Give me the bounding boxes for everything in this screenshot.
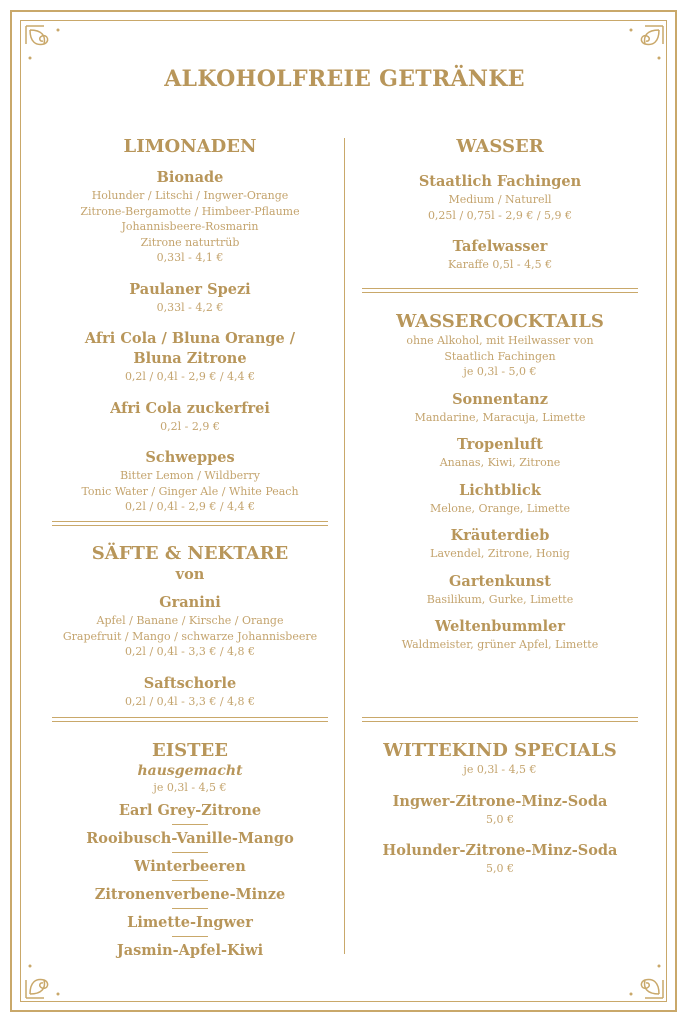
section-heading: SÄFTE & NEKTARE bbox=[91, 543, 289, 564]
item-detail: Zitrone-Bergamotte / Himbeer-Pflaume bbox=[80, 204, 300, 218]
eistee-item: Zitronenverbene-Minze bbox=[94, 885, 286, 903]
section-heading: WASSERCOCKTAILS bbox=[396, 311, 604, 332]
eistee-item: Winterbeeren bbox=[134, 857, 246, 875]
item-name: Sonnentanz bbox=[452, 390, 548, 408]
item-name: Tafelwasser bbox=[452, 238, 548, 255]
item-detail: Lavendel, Zitrone, Honig bbox=[430, 547, 570, 560]
eistee-item: Limette-Ingwer bbox=[127, 913, 253, 931]
menu-title: ALKOHOLFREIE GETRÄNKE bbox=[164, 66, 525, 92]
item-detail: Waldmeister, grüner Apfel, Limette bbox=[401, 638, 599, 651]
item-price: 0,2l - 2,9 € bbox=[160, 419, 220, 433]
item-price: 0,33l - 4,1 € bbox=[156, 251, 224, 264]
section-specials bbox=[362, 740, 638, 877]
section-limonaden bbox=[52, 136, 328, 515]
column-divider bbox=[344, 138, 345, 954]
item-name: Staatlich Fachingen bbox=[418, 173, 582, 190]
section-divider bbox=[52, 521, 328, 526]
section-wassercocktails bbox=[362, 311, 638, 653]
item-separator bbox=[172, 824, 208, 825]
item-name: Ingwer-Zitrone-Minz-Soda bbox=[392, 792, 608, 810]
item-detail: Mandarine, Maracuja, Limette bbox=[414, 410, 586, 424]
item-name: Afri Cola zuckerfrei bbox=[110, 399, 270, 417]
section-heading: WASSER bbox=[456, 136, 544, 157]
item-name: Weltenbummler bbox=[434, 618, 566, 635]
section-heading: LIMONADEN bbox=[123, 136, 257, 157]
item-price: 0,2l / 0,4l - 3,3 € / 4,8 € bbox=[124, 645, 256, 658]
item-price: 0,2l / 0,4l - 2,9 € / 4,4 € bbox=[124, 370, 256, 383]
section-divider bbox=[52, 717, 328, 722]
item-price: 5,0 € bbox=[486, 862, 514, 875]
item-price: 0,2l / 0,4l - 2,9 € / 4,4 € bbox=[124, 500, 256, 513]
section-price: je 0,3l - 5,0 € bbox=[463, 365, 537, 378]
section-divider bbox=[362, 288, 638, 293]
eistee-item: Rooibusch-Vanille-Mango bbox=[86, 829, 294, 847]
section-subheading: von bbox=[175, 566, 205, 583]
item-name: Tropenluft bbox=[457, 436, 543, 453]
item-detail: Tonic Water / Ginger Ale / White Peach bbox=[81, 484, 299, 498]
item-detail: Basilikum, Gurke, Limette bbox=[426, 592, 574, 606]
item-price: 0,2l / 0,4l - 3,3 € / 4,8 € bbox=[124, 694, 256, 708]
item-separator bbox=[172, 908, 208, 909]
section-subheading: hausgemacht bbox=[137, 763, 243, 779]
item-detail: Johannisbeere-Rosmarin bbox=[121, 220, 259, 233]
item-name: Paulaner Spezi bbox=[129, 280, 251, 298]
item-name: Saftschorle bbox=[143, 674, 237, 692]
item-price: 0,25l / 0,75l - 2,9 € / 5,9 € bbox=[427, 208, 573, 222]
item-detail: Ananas, Kiwi, Zitrone bbox=[439, 456, 561, 469]
item-name: Granini bbox=[159, 594, 221, 611]
eistee-item: Jasmin-Apfel-Kiwi bbox=[116, 941, 264, 959]
eistee-item: Earl Grey-Zitrone bbox=[118, 801, 262, 819]
item-price: 5,0 € bbox=[486, 812, 514, 826]
item-separator bbox=[172, 880, 208, 881]
item-price: 0,33l - 4,2 € bbox=[156, 300, 224, 314]
section-divider bbox=[362, 717, 638, 722]
item-detail: Holunder / Litschi / Ingwer-Orange bbox=[91, 189, 289, 202]
section-intro: ohne Alkohol, mit Heilwasser von bbox=[406, 334, 594, 347]
item-separator bbox=[172, 852, 208, 853]
item-detail: Medium / Naturell bbox=[448, 193, 552, 206]
section-price: je 0,3l - 4,5 € bbox=[463, 763, 537, 776]
section-heading: WITTEKIND SPECIALS bbox=[383, 740, 617, 761]
item-name: Holunder-Zitrone-Minz-Soda bbox=[382, 842, 618, 859]
item-name: Kräuterdieb bbox=[450, 527, 550, 544]
item-detail: Zitrone naturtrüb bbox=[140, 235, 240, 249]
item-detail: Melone, Orange, Limette bbox=[429, 501, 571, 515]
item-name: Bionade bbox=[156, 169, 224, 186]
section-price: je 0,3l - 4,5 € bbox=[153, 781, 227, 794]
item-name: Afri Cola / Bluna Orange / bbox=[84, 330, 296, 347]
left-column bbox=[52, 0, 328, 1024]
item-detail: Grapefruit / Mango / schwarze Johannisbeere bbox=[62, 629, 318, 643]
item-name: Lichtblick bbox=[459, 481, 541, 499]
item-name: Bluna Zitrone bbox=[133, 350, 247, 367]
section-heading: EISTEE bbox=[152, 740, 228, 761]
section-eistee bbox=[52, 740, 328, 961]
item-price: Karaffe 0,5l - 4,5 € bbox=[447, 258, 553, 271]
item-detail: Apfel / Banane / Kirsche / Orange bbox=[96, 614, 284, 627]
section-saefte bbox=[52, 543, 328, 709]
section-intro: Staatlich Fachingen bbox=[444, 349, 556, 363]
right-column bbox=[362, 0, 638, 1024]
section-wasser bbox=[362, 136, 638, 273]
item-separator bbox=[172, 936, 208, 937]
item-detail: Bitter Lemon / Wildberry bbox=[120, 469, 260, 482]
item-name: Schweppes bbox=[145, 449, 235, 466]
item-name: Gartenkunst bbox=[449, 572, 551, 590]
